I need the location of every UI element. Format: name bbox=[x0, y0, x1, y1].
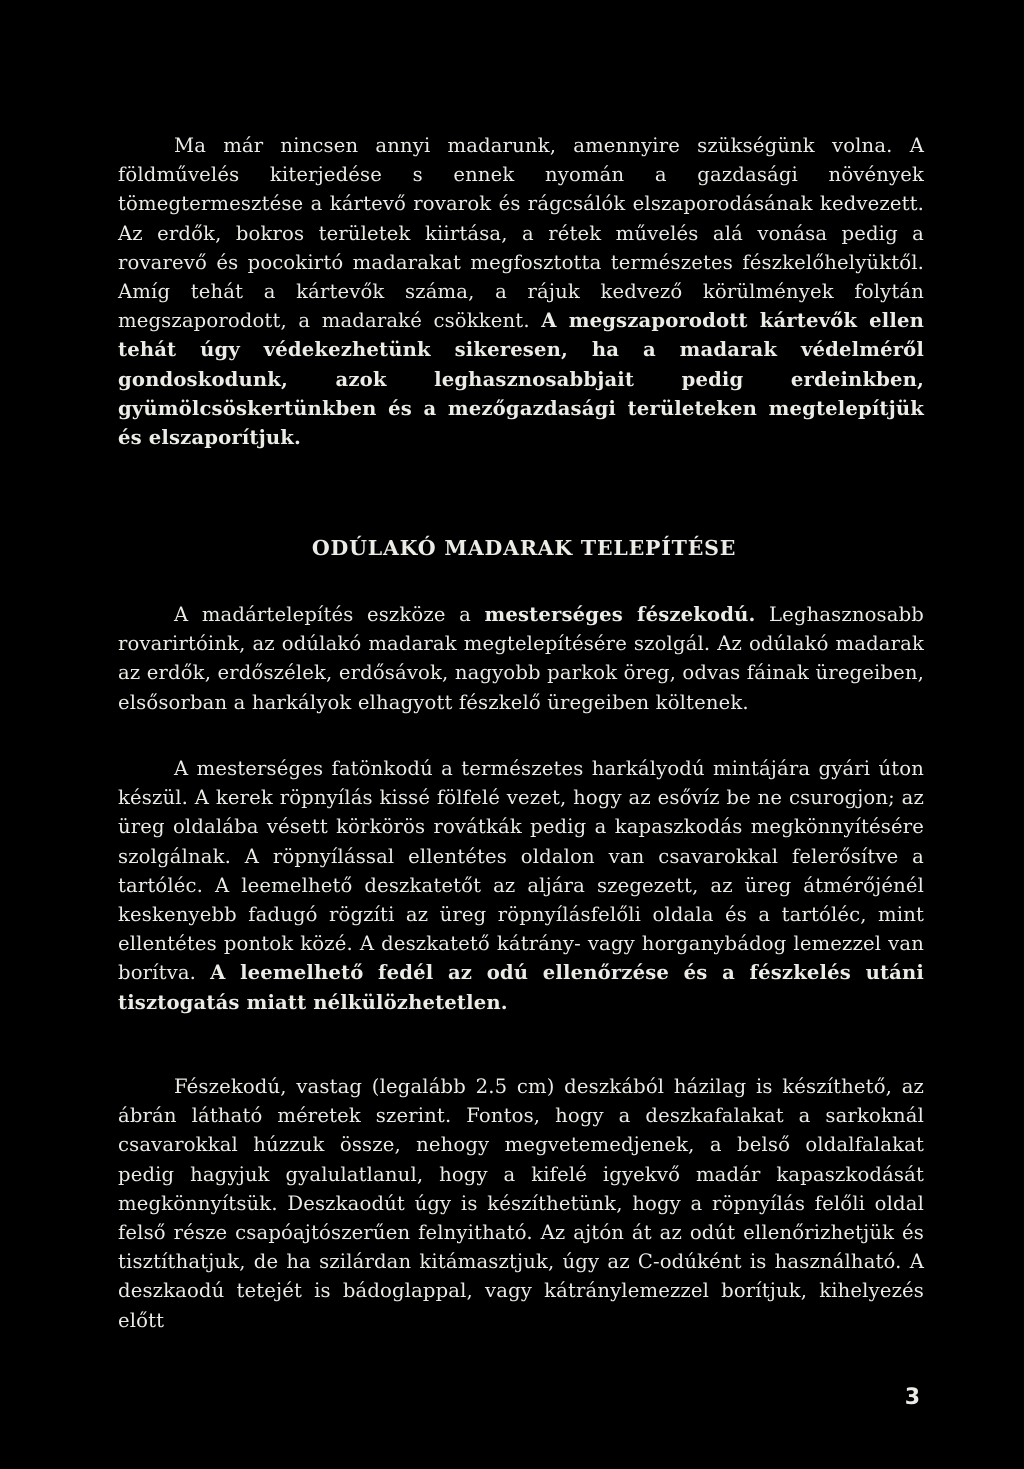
section-heading: ODÚLAKÓ MADARAK TELEPÍTÉSE bbox=[311, 536, 737, 560]
paragraph-board-nestbox-text: Fészekodú, vastag (legalább 2.5 cm) deszkából házilag is készíthető, az ábrán látható méretek szerint. Fontos, hogy a deszkafalakat a sarkoknál csavarokkal húzzuk össze, nehogy megvetemedjenek, a belső oldalfalakat pedig hagyjuk gyalulatlanul, hogy a kifelé igyekvő madár kapaszkodását megkönnyítsük. Deszkaodút úgy is készíthetünk, hogy a röpnyílás felőli oldal felső része csapóajtószerűen felnyitható. Az ajtón át az odút ellenőrizhetjük és tisztíthatjuk, de ha szilárdan kitámasztjuk, úgy az C-odúként is használható. A deszkaodú tetejét is bádoglappal, vagy kátránylemezzel borítjuk, kihelyezés előtt bbox=[118, 1075, 924, 1332]
paragraph-log-nestbox-bold-text: A leemelhető fedél az odú ellenőrzése és a fészkelés utáni tisztogatás miatt nélkülözhetetlen. bbox=[118, 961, 924, 1014]
paragraph-nestbox-text-a: A madártelepítés eszköze a bbox=[174, 603, 485, 626]
paragraph-intro-text: Ma már nincsen annyi madarunk, amennyire szükségünk volna. A földművelés kiterjedése s ennek nyomán a gazdasági növények tömegtermesztése a kártevő rovarok és rágcsálók elszaporodásának kedvezett. Az erdők, bokros területek kiirtása, a rétek művelés alá vonása pedig a rovarevő és pocokirtó madarakat megfosztotta természetes fészkelőhelyüktől. Amíg tehát a kártevők száma, a rájuk kedvező körülmények folytán megszaporodott, a madaraké csökkent. bbox=[118, 134, 924, 333]
section-heading-wrap bbox=[118, 536, 924, 566]
paragraph-board-nestbox bbox=[118, 1072, 924, 1335]
paragraph-log-nestbox-text: A mesterséges fatönkodú a természetes harkályodú mintájára gyári úton készül. A kerek röpnyílás kissé fölfelé vezet, hogy az esővíz be ne csurogjon; az üreg oldalába vésett körkörös rovátkák pedig a kapaszkodás megkönnyítésére szolgálnak. A röpnyílással ellentétes oldalon van csavarokkal felerősítve a tartóléc. A leemelhető deszkatetőt az aljára szegezett, az üreg átmérőjénél keskenyebb fadugó rögzíti az üreg röpnyílásfelőli oldala és a tartóléc, mint ellentétes pontok közé. A deszkatető kátrány- vagy horganybádog lemezzel van borítva. bbox=[118, 757, 924, 985]
paragraph-nestbox-bold-text: mesterséges fészekodú. bbox=[484, 603, 756, 626]
paragraph-intro bbox=[118, 131, 924, 452]
page-number: 3 bbox=[904, 1385, 920, 1410]
paragraph-nestbox bbox=[118, 600, 924, 717]
paragraph-intro-bold-text: A megszaporodott kártevők ellen tehát úgy védekezhetünk sikeresen, ha a madarak védelméről gondoskodunk, azok leghasznosabbjait pedig erdeinkben, gyümölcsöskertünkben és a mezőgazdasági területeken megtelepítjük és elszaporítjuk. bbox=[118, 309, 924, 450]
paragraph-nestbox-text-b: Leghasznosabb rovarirtóink, az odúlakó madarak megtelepítésére szolgál. Az odúlakó madarak az erdők, erdőszélek, erdősávok, nagyobb parkok öreg, odvas fáinak üregeiben, elsősorban a harkályok elhagyott fészkelő üregeiben költenek. bbox=[118, 603, 924, 714]
paragraph-log-nestbox bbox=[118, 754, 924, 1017]
